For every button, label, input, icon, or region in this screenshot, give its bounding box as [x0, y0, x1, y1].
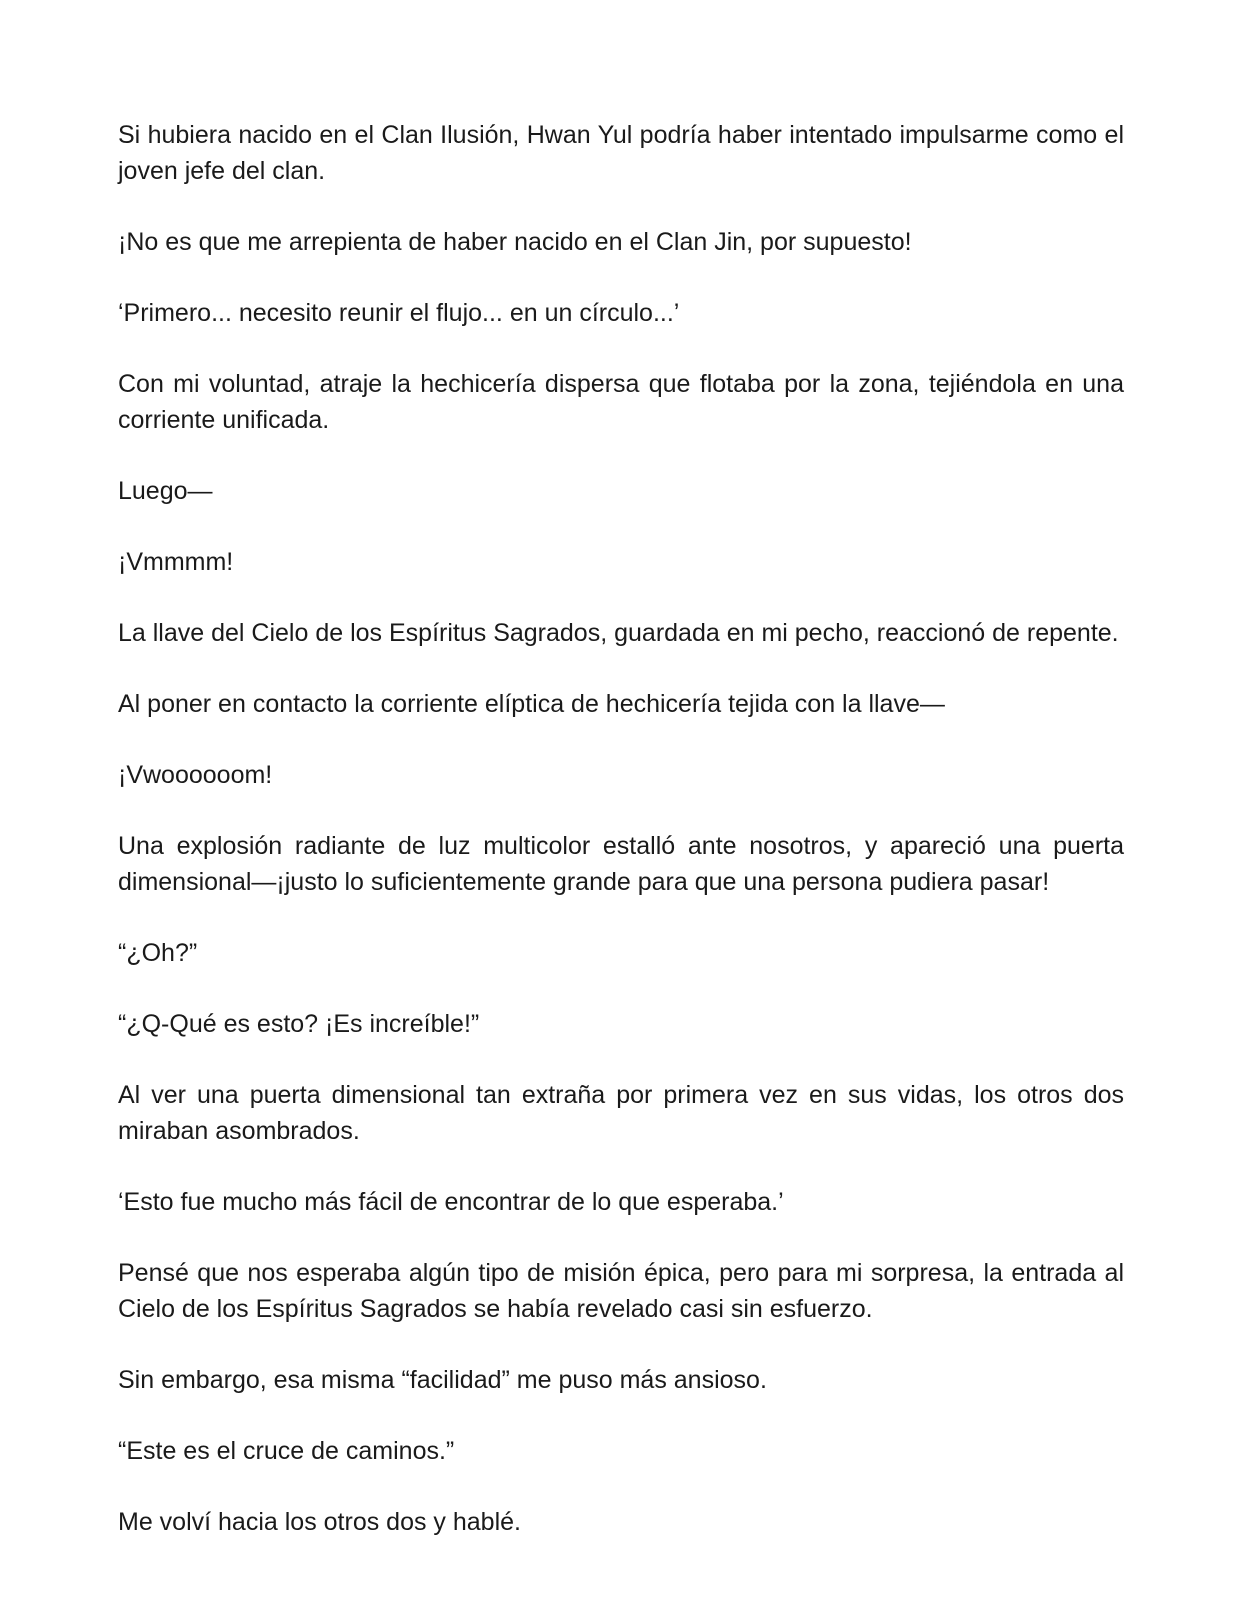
- paragraph: Sin embargo, esa misma “facilidad” me puso más ansioso.: [118, 1366, 767, 1394]
- paragraph: ¡No es que me arrepienta de haber nacido en el Clan Jin, por supuesto!: [118, 228, 912, 256]
- text-body: [118, 117, 1124, 1540]
- paragraph: Luego—: [118, 477, 213, 505]
- paragraph: Una explosión radiante de luz multicolor estalló ante nosotros, y apareció una puerta dimensional—¡justo lo suficientemente grande para que una persona pudiera pasar!: [118, 832, 1124, 896]
- paragraph: ¡Vmmmm!: [118, 548, 234, 576]
- paragraph: Me volví hacia los otros dos y hablé.: [118, 1508, 521, 1536]
- paragraph: “Este es el cruce de caminos.”: [118, 1437, 455, 1465]
- paragraph: Pensé que nos esperaba algún tipo de misión épica, pero para mi sorpresa, la entrada al Cielo de los Espíritus Sagrados se había revelado casi sin esfuerzo.: [118, 1259, 1124, 1323]
- paragraph: Al poner en contacto la corriente elíptica de hechicería tejida con la llave—: [118, 690, 945, 718]
- paragraph: ‘Esto fue mucho más fácil de encontrar de lo que esperaba.’: [118, 1188, 784, 1216]
- paragraph: ‘Primero... necesito reunir el flujo... en un círculo...’: [118, 299, 680, 327]
- paragraph: “¿Q-Qué es esto? ¡Es increíble!”: [118, 1010, 480, 1038]
- paragraph: “¿Oh?”: [118, 939, 198, 967]
- paragraph: ¡Vwoooooom!: [118, 761, 273, 789]
- paragraph: Al ver una puerta dimensional tan extraña por primera vez en sus vidas, los otros dos miraban asombrados.: [118, 1081, 1124, 1145]
- paragraph: Con mi voluntad, atraje la hechicería dispersa que flotaba por la zona, tejiéndola en una corriente unificada.: [118, 370, 1124, 434]
- paragraph: Si hubiera nacido en el Clan Ilusión, Hwan Yul podría haber intentado impulsarme como el joven jefe del clan.: [118, 121, 1124, 185]
- paragraph: La llave del Cielo de los Espíritus Sagrados, guardada en mi pecho, reaccionó de repente.: [118, 619, 1119, 647]
